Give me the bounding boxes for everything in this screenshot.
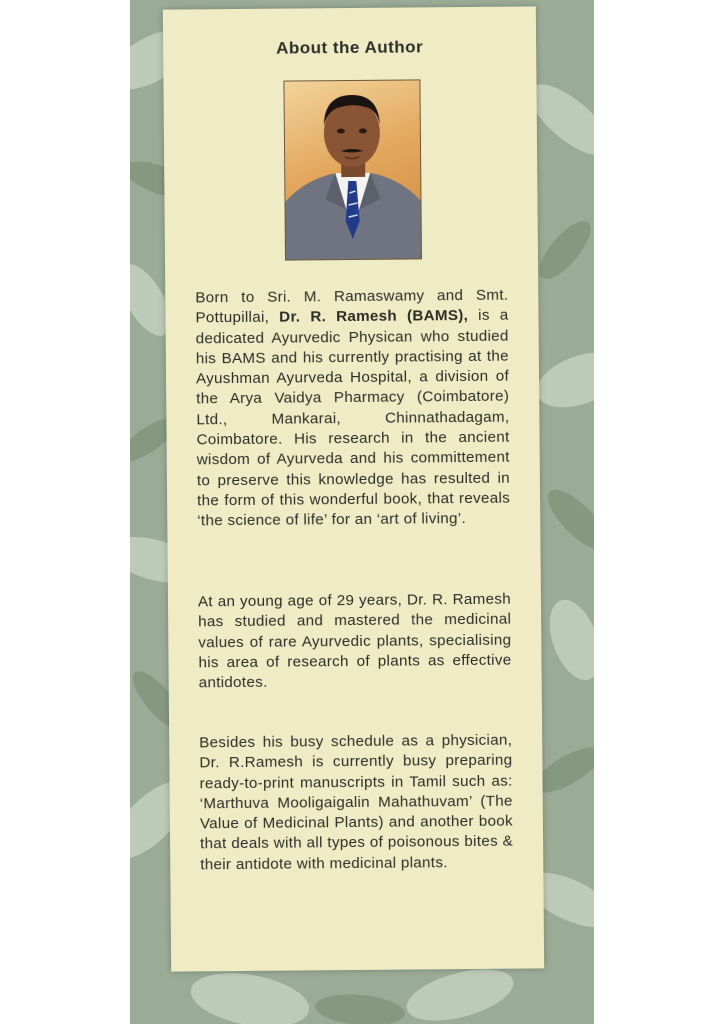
paragraph-biography: [195, 286, 510, 532]
paragraph-current-work: Besides his busy schedule as a physician, Dr. R.Ramesh is currently busy preparing ready-to-print manuscripts in Tamil such as: ‘Marthuva Mooligaigalin Mahathuvam’ (The Value of Medicinal Plants) and another book that deals with all types of poisonous bites & their antidote with medicinal plants.: [199, 731, 514, 874]
about-author-card: [163, 6, 544, 971]
section-heading: About the Author: [276, 37, 424, 58]
paragraph-research: At an young age of 29 years, Dr. R. Ramesh has studied and mastered the medicinal values of rare Ayurvedic plants, specialising his area of research of plants as effective antidotes.: [197, 590, 512, 692]
author-photo: [283, 79, 422, 260]
author-portrait-icon: [284, 80, 421, 259]
biography-body: is a dedicated Ayurvedic Physican who studied his BAMS and his currently practising at the Ayushman Ayurveda Hospital, a division of the Arya Vaidya Pharmacy (Coimbatore) Ltd., Mankarai, Chinnathadagam, Coimbatore. His research in the ancient wisdom of Ayurveda and his committement to preserve this knowledge has resulted in the form of this wonderful book, that reveals ‘the science of life’ for an ‘art of living’.: [195, 306, 511, 530]
author-name: Dr. R. Ramesh (BAMS),: [279, 307, 469, 326]
biography-intro: Born to Sri. M. Ramaswamy and Smt. Pottupillai,: [195, 286, 509, 327]
